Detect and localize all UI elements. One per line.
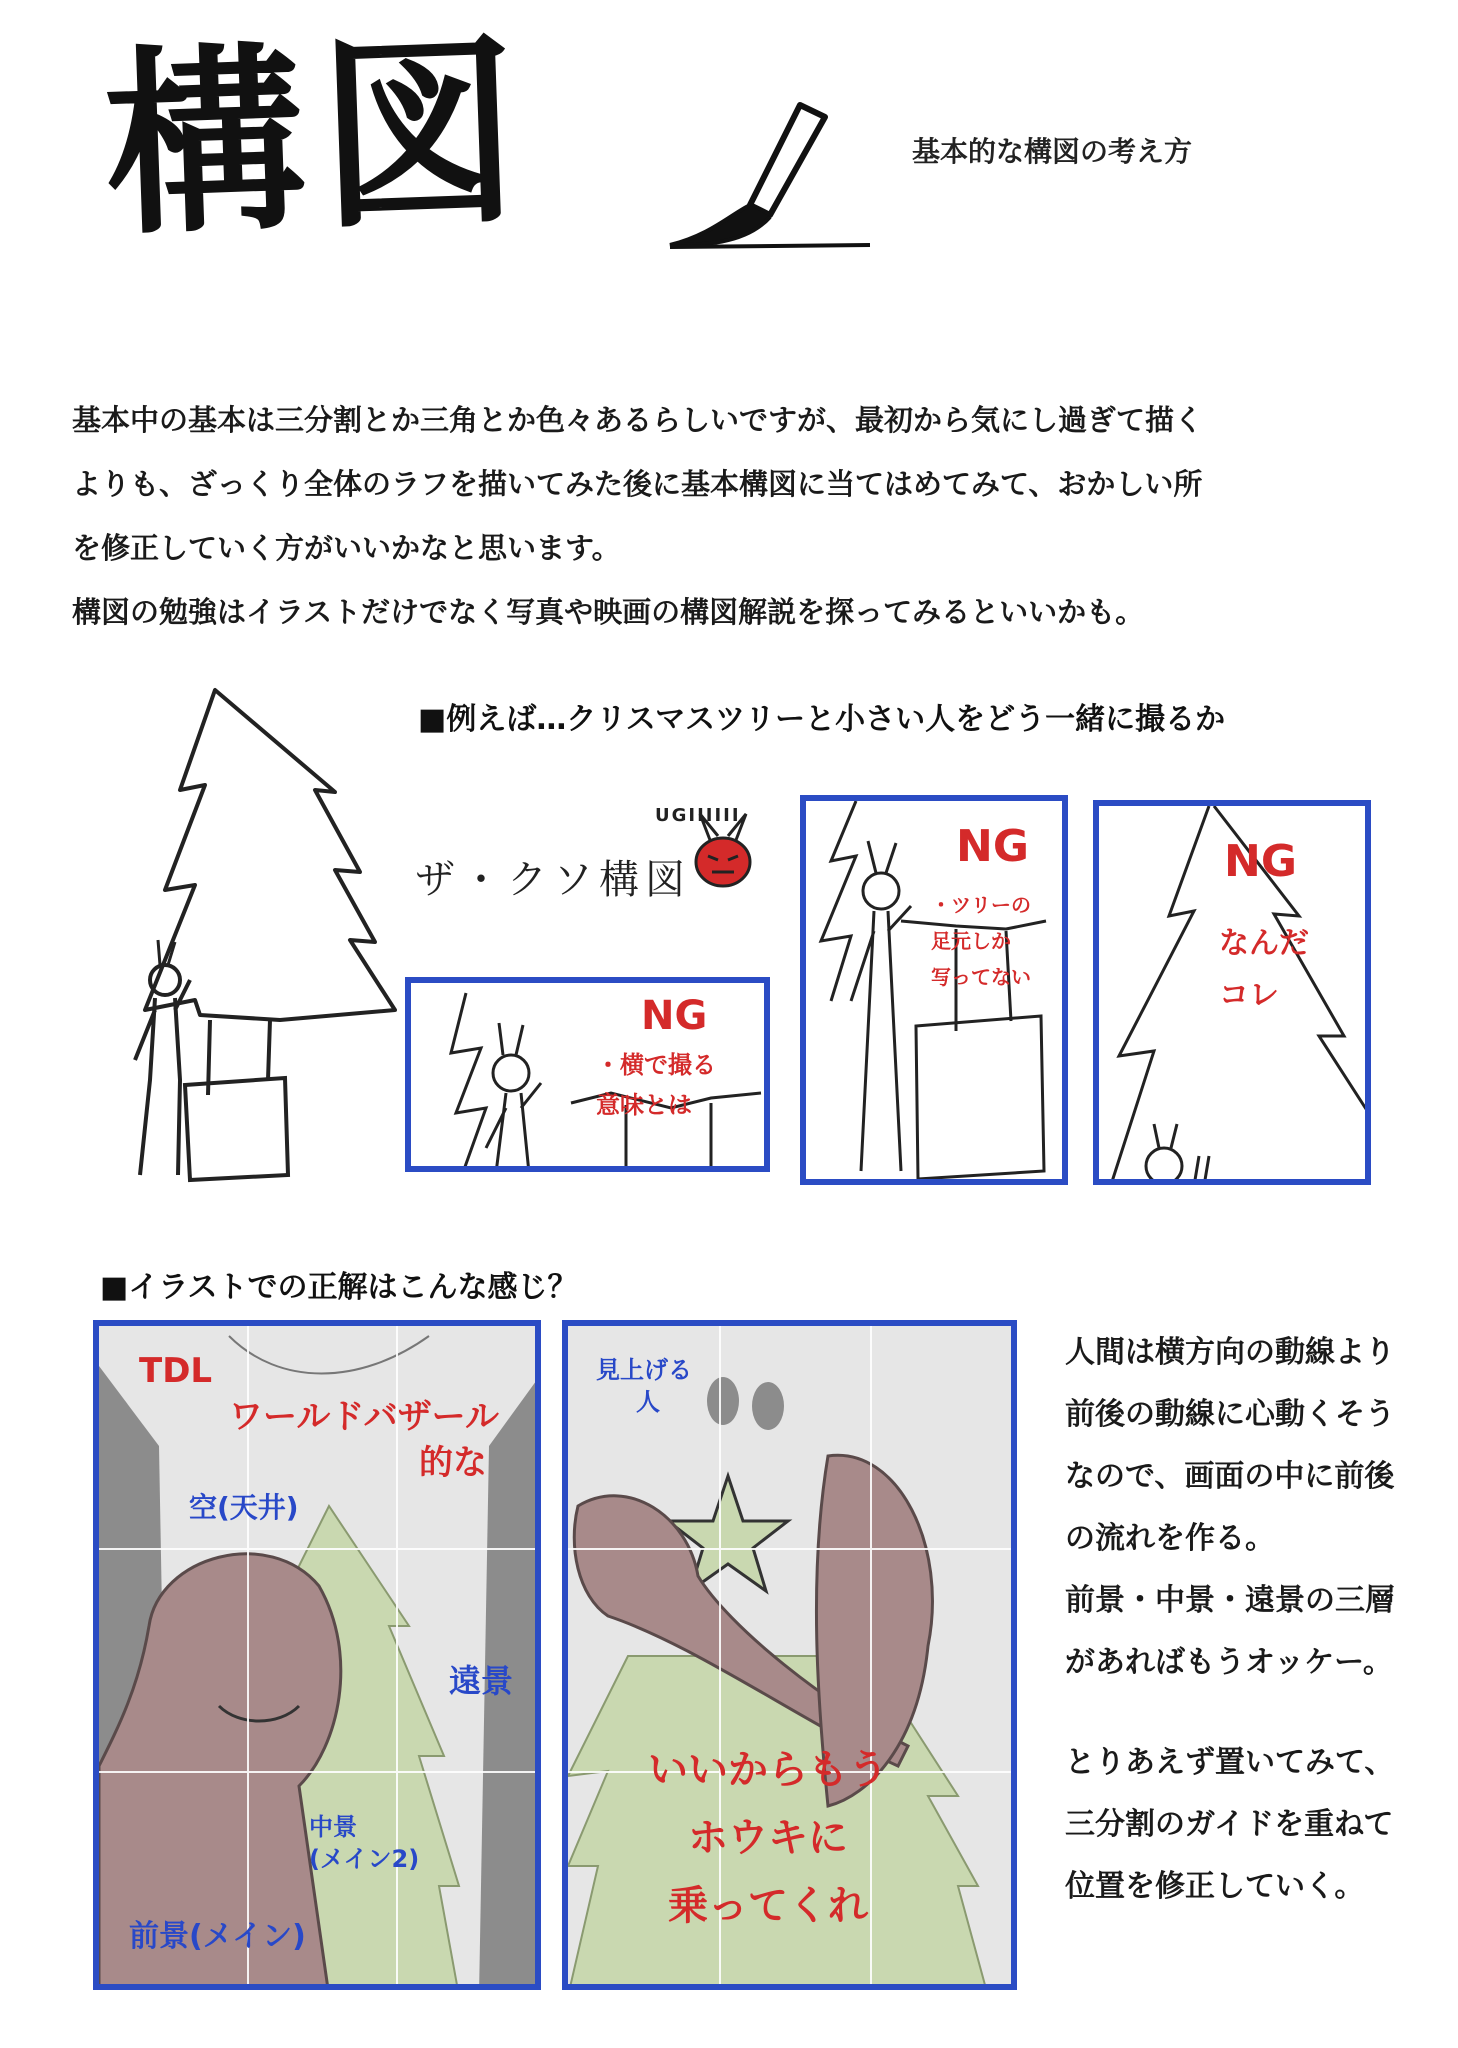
- label-onlookers: [596, 1354, 692, 1418]
- ng-note: [931, 887, 1031, 995]
- page-subtitle: 基本的な構図の考え方: [912, 135, 1193, 168]
- ng-note-line: なんだ: [1219, 926, 1309, 961]
- ng-label: NG: [956, 821, 1029, 872]
- section-heading: ■イラストでの正解はこんな感じ？: [100, 1270, 578, 1305]
- label-front: 前景(メイン): [129, 1919, 306, 1954]
- label-far: 遠景: [449, 1662, 514, 1700]
- red-annotation: [139, 1348, 499, 1486]
- ng-frame-landscape: [405, 977, 770, 1172]
- intro-line: 基本中の基本は三分割とか三角とか色々あるらしいですが、最初から気にし過ぎて描く: [72, 403, 1204, 437]
- intro-line: を修正していく方がいいかなと思います。: [72, 531, 621, 565]
- annotation-line: ワールドバザール: [229, 1397, 499, 1437]
- ng-label: NG: [641, 993, 708, 1039]
- example-illustration-left: [93, 1320, 541, 1990]
- annotation-line: 的な: [419, 1443, 487, 1483]
- red-annotation: [618, 1736, 918, 1940]
- annotation-line: 乗ってくれ: [668, 1883, 868, 1929]
- label-onlookers-line: 見上げる: [596, 1356, 692, 1384]
- ng-label: NG: [1224, 836, 1297, 887]
- tree-sketch: [120, 680, 420, 1190]
- label-mid-line: 中景: [309, 1813, 357, 1841]
- side-line: なので、画面の中に前後: [1065, 1459, 1395, 1494]
- side-line: 前後の動線に心動くそう: [1065, 1397, 1395, 1432]
- ng-note-line: ・横で撮る: [596, 1051, 716, 1079]
- label-mid: [309, 1811, 419, 1875]
- intro-text: [72, 388, 1402, 644]
- ng-note-line: コレ: [1219, 978, 1279, 1013]
- side-line: があればもうオッケー。: [1065, 1645, 1393, 1680]
- side-line: の流れを作る。: [1065, 1521, 1275, 1556]
- side-line: とりあえず置いてみて、: [1065, 1745, 1395, 1780]
- ng-frame-portrait: [800, 795, 1068, 1185]
- ng-note-line: 意味とは: [596, 1091, 692, 1119]
- ng-note: [1219, 918, 1309, 1022]
- mascot-icon: [688, 810, 758, 890]
- side-line: 前景・中景・遠景の三層: [1065, 1583, 1395, 1618]
- page-title: 構図: [101, 15, 537, 264]
- label-onlookers-line: 人: [636, 1388, 660, 1416]
- intro-line: 構図の勉強はイラストだけでなく写真や映画の構図解説を探ってみるといいかも。: [72, 595, 1145, 629]
- annotation-line: いいからもう: [648, 1747, 888, 1793]
- side-line: 位置を修正していく。: [1065, 1869, 1365, 1904]
- side-line: 人間は横方向の動線より: [1065, 1335, 1395, 1370]
- ng-note: [596, 1045, 716, 1125]
- side-line: 三分割のガイドを重ねて: [1065, 1807, 1394, 1842]
- ng-frame-closeup: [1093, 800, 1371, 1185]
- ng-note-line: 写ってない: [931, 965, 1031, 989]
- example-illustration-right: [562, 1320, 1017, 1990]
- annotation-line: TDL: [139, 1351, 213, 1391]
- label-mid-line: (メイン2): [309, 1845, 420, 1873]
- intro-line: よりも、ざっくり全体のラフを描いてみた後に基本構図に当てはめてみて、おかしい所: [72, 467, 1203, 501]
- ng-note-line: ・ツリーの: [931, 893, 1031, 917]
- mascot-cry: UGIIIIII: [655, 805, 741, 826]
- brush-icon: [650, 95, 880, 255]
- annotation-line: ホウキに: [688, 1815, 848, 1861]
- side-explanation: [1065, 1322, 1445, 1918]
- ng-note-line: 足元しか: [931, 929, 1011, 953]
- label-sky: 空(天井): [189, 1491, 299, 1524]
- sketch-caption: ザ・クソ構図: [415, 857, 691, 903]
- section-heading: ■例えば…クリスマスツリーと小さい人をどう一緒に撮るか: [418, 702, 1226, 737]
